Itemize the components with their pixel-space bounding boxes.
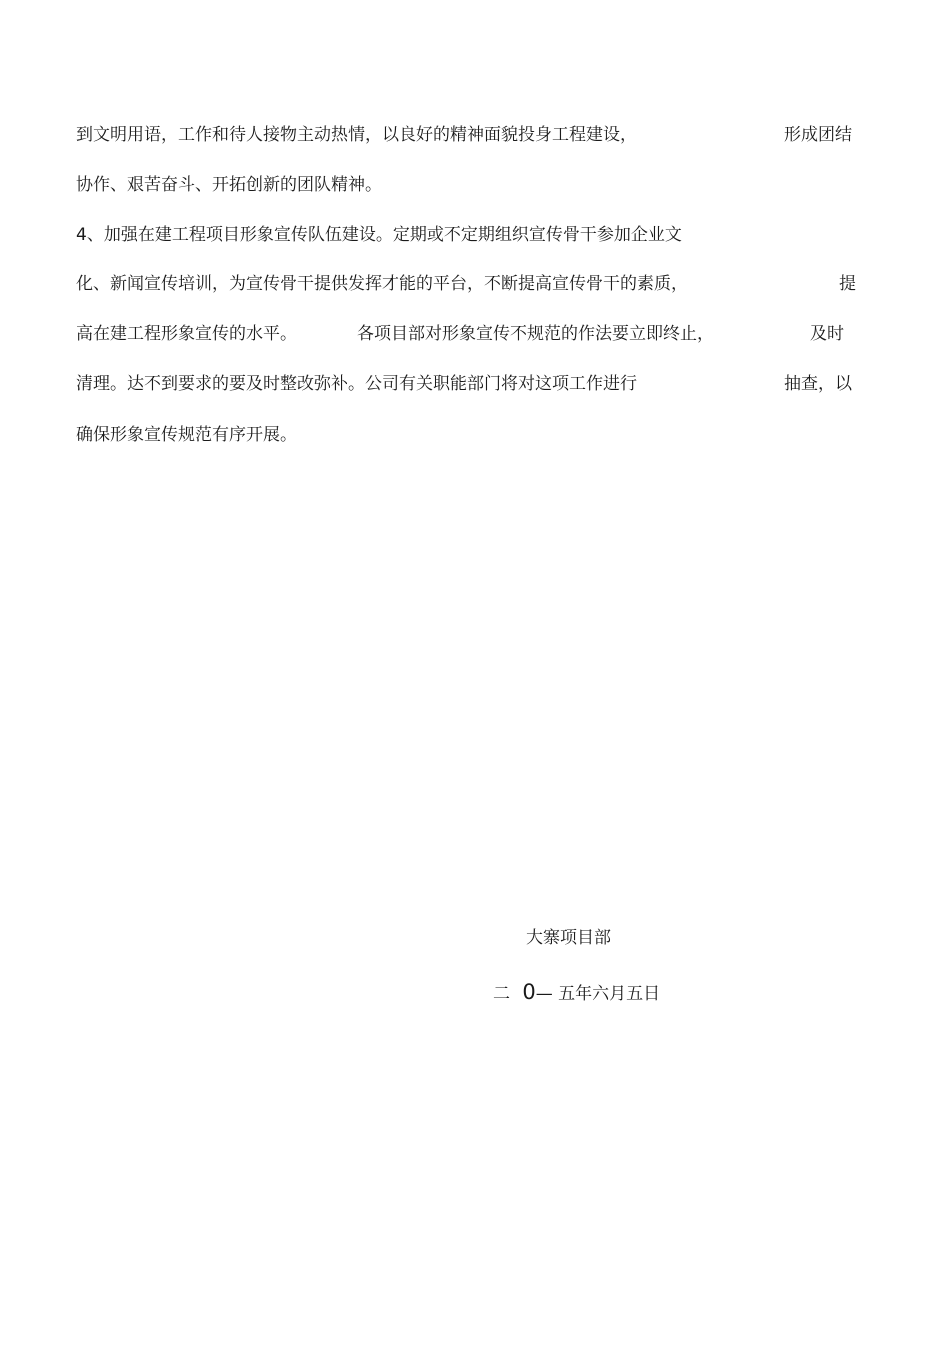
line-2-text: 协作、艰苦奋斗、开拓创新的团队精神。: [76, 175, 382, 195]
paragraph-line-1: [76, 120, 856, 150]
paragraph-line-6: [76, 369, 856, 399]
paragraph-line-2: [76, 170, 856, 200]
line-4-right: 提: [839, 274, 856, 294]
line-7-text: 确保形象宣传规范有序开展。: [76, 425, 297, 445]
line-5-right: 及时: [810, 324, 844, 344]
line-5-left: 高在建工程形象宣传的水平。: [76, 324, 297, 344]
date-suffix: — 五年六月五日: [535, 984, 661, 1004]
paragraph-line-4: [76, 269, 856, 299]
date-prefix: 二: [493, 984, 510, 1004]
line-1-right: 形成团结: [784, 125, 852, 145]
line-6-left: 清理。达不到要求的要及时整改弥补。公司有关职能部门将对这项工作进行: [76, 374, 637, 394]
signature-date: [493, 977, 660, 1009]
line-4-left: 化、新闻宣传培训，为宣传骨干提供发挥才能的平台，不断提高宣传骨干的素质，: [76, 274, 688, 294]
paragraph-line-7: [76, 420, 856, 450]
line-3-text: 4、加强在建工程项目形象宣传队伍建设。定期或不定期组织宣传骨干参加企业文: [76, 225, 682, 245]
signature-organization: 大寨项目部: [526, 928, 611, 948]
line-5-mid: 各项目部对形象宣传不规范的作法要立即终止，: [357, 324, 714, 344]
line-1-left: 到文明用语，工作和待人接物主动热情，以良好的精神面貌投身工程建设，: [76, 125, 637, 145]
date-zero: 0: [522, 980, 536, 1004]
paragraph-line-5: [76, 319, 856, 349]
line-6-right: 抽查，以: [784, 374, 852, 394]
paragraph-line-3: [76, 220, 856, 250]
